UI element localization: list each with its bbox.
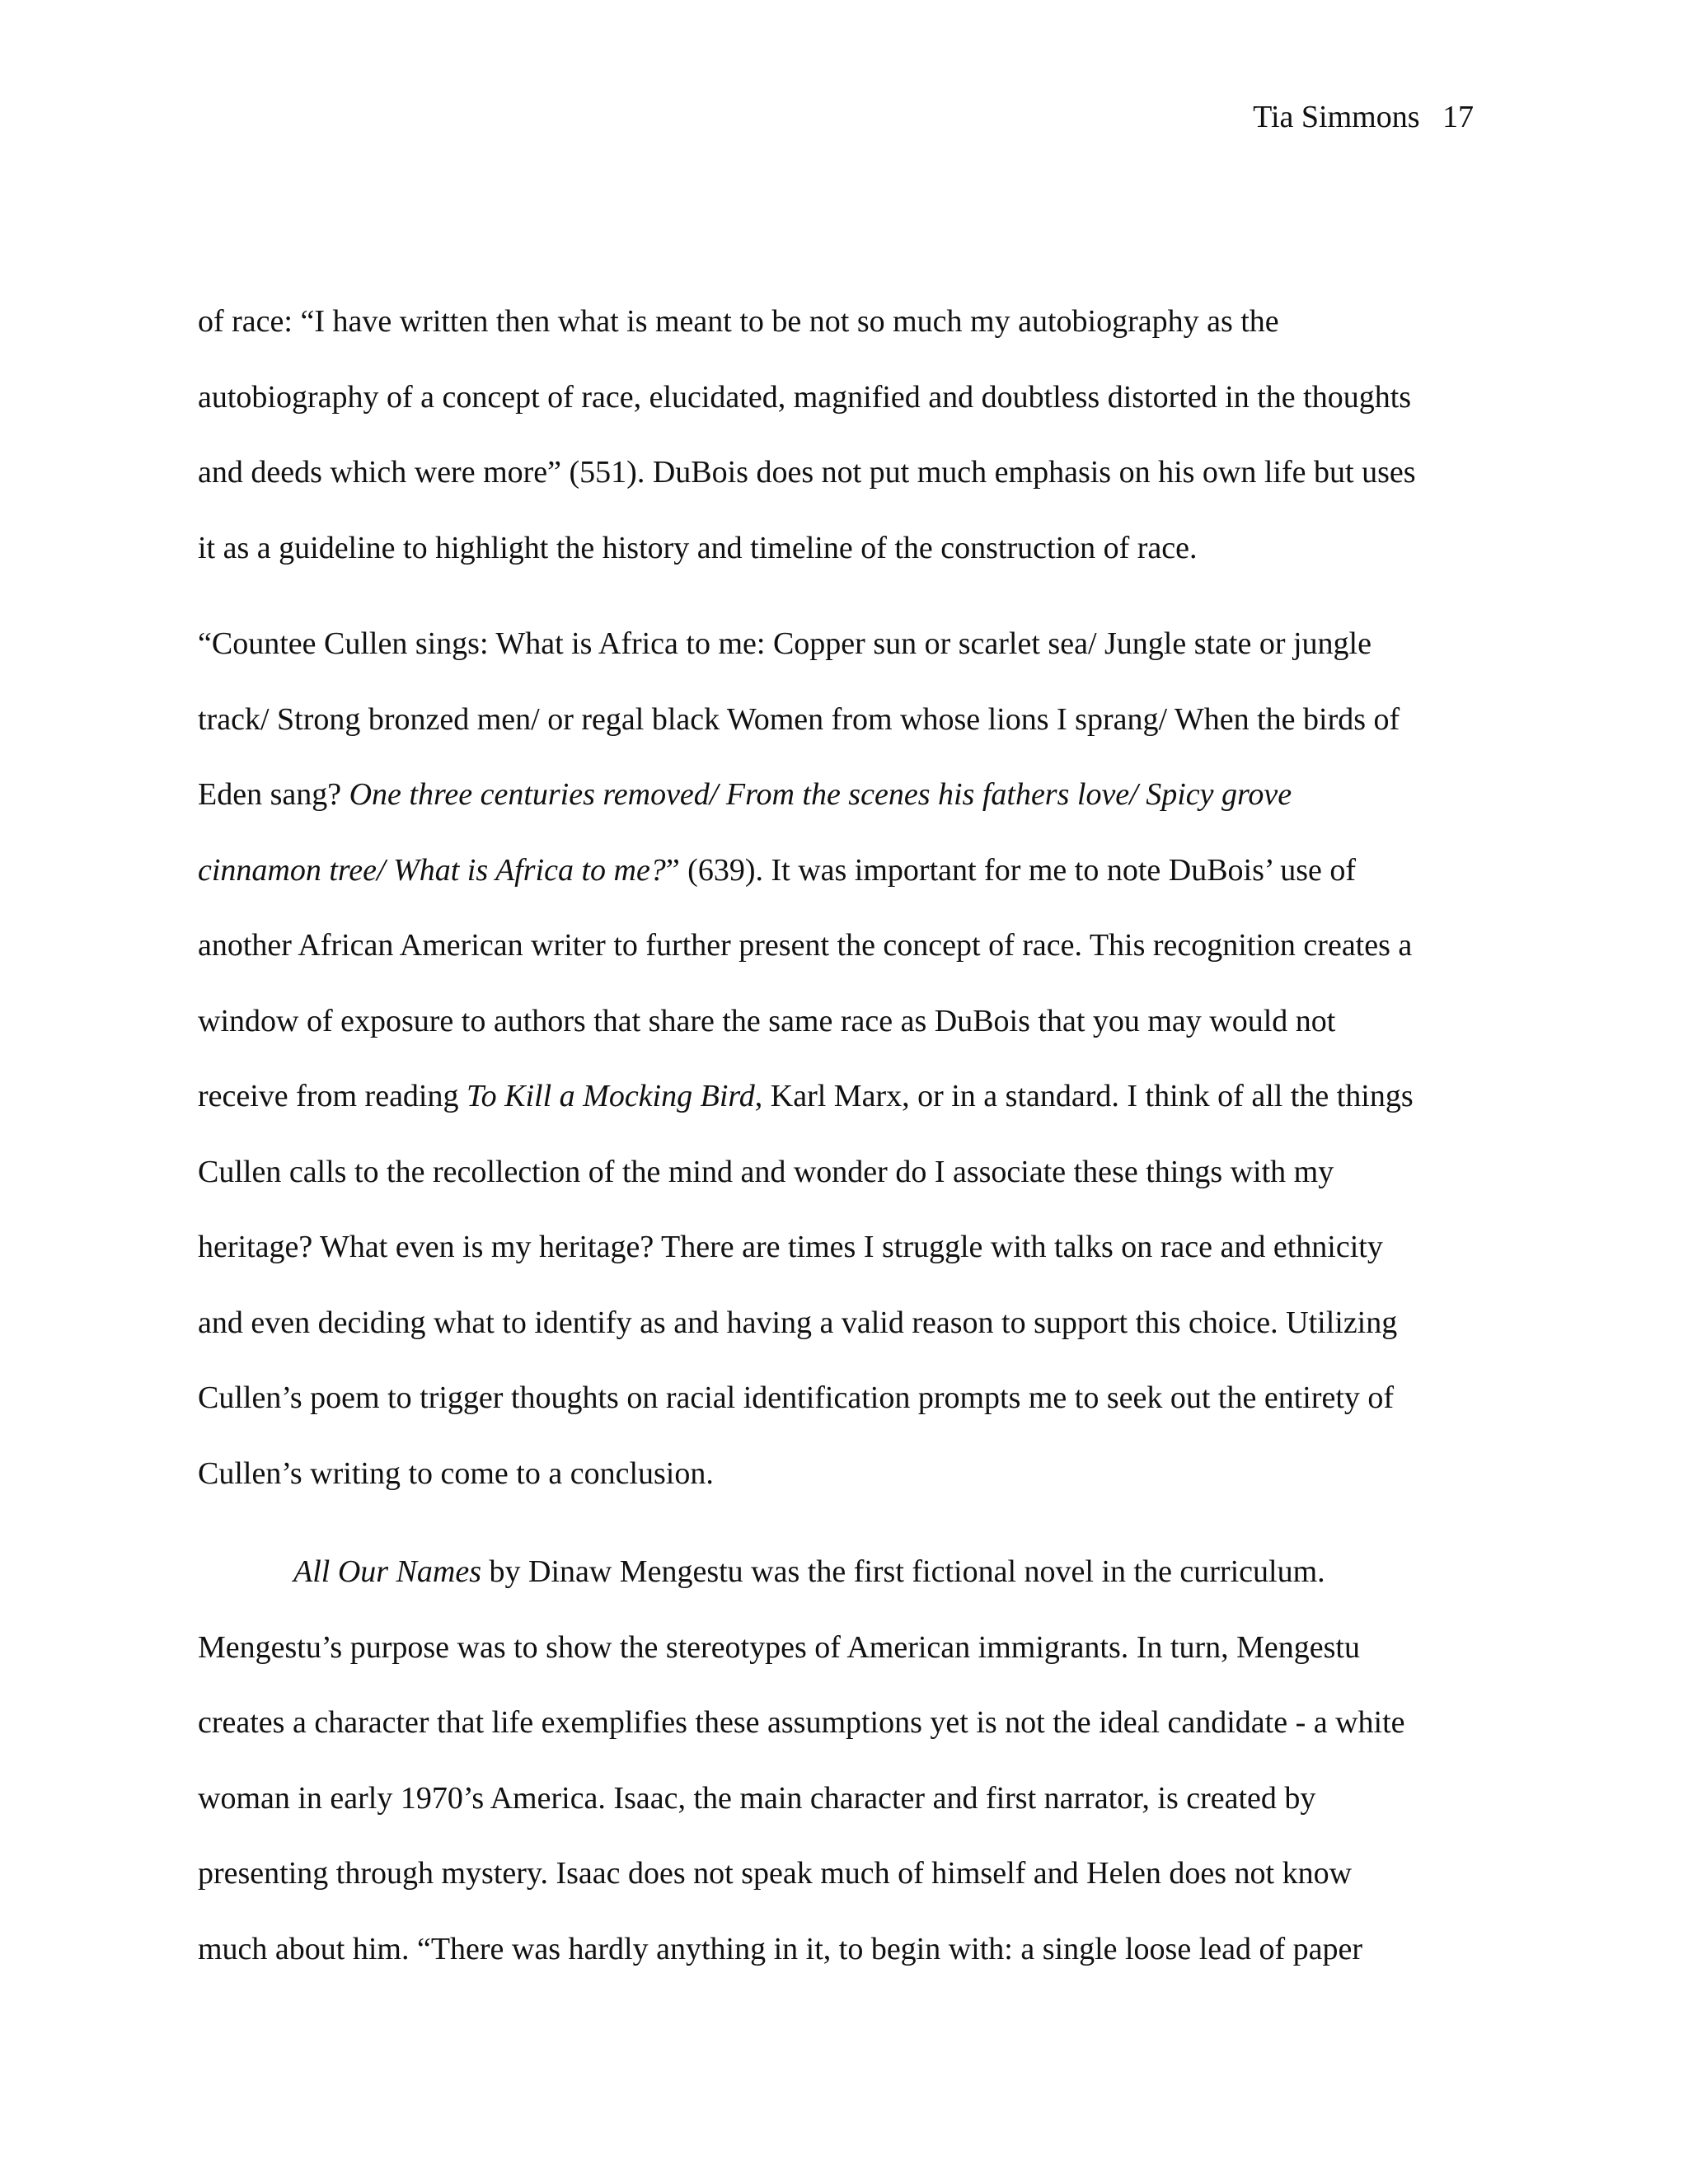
text-run: by Dinaw Mengestu was the first fictional novel in the curriculum. [481,1554,1325,1589]
text-run: Eden sang? [198,777,349,812]
header-author: Tia Simmons [1253,100,1420,134]
text-line [198,1912,1484,1988]
text-run: “Countee Cullen sings: What is Africa to me: Copper sun or scarlet sea/ Jungle state or jungle [198,626,1372,661]
text-line [198,1286,1484,1361]
paragraph-all-our-names [198,1535,1484,1987]
text-run: Cullen’s writing to come to a conclusion. [198,1455,714,1491]
text-run: Cullen’s poem to trigger thoughts on racial identification prompts me to seek out the entirety of [198,1380,1395,1415]
text-run: Cullen calls to the recollection of the mind and wonder do I associate these things with my [198,1154,1334,1189]
text-line [198,607,1484,682]
text-line [198,360,1484,436]
text-line [198,1210,1484,1286]
text-line [198,1059,1484,1135]
text-run: receive from reading [198,1079,467,1113]
text-line [198,1361,1484,1436]
italic-title-run: All Our Names [293,1554,481,1589]
text-line [198,1135,1484,1211]
text-run: creates a character that life exemplifies these assumptions yet is not the ideal candidate - a white [198,1705,1405,1740]
text-run: , Karl Marx, or in a standard. I think of all the things [754,1079,1414,1113]
text-run: track/ Strong bronzed men/ or regal black Women from whose lions I sprang/ When the birds of [198,701,1400,737]
text-run: another African American writer to further present the concept of race. This recognition creates a [198,928,1413,963]
text-line [198,682,1484,758]
text-line [198,1761,1484,1837]
text-line [198,1436,1484,1512]
text-run: of race: “I have written then what is meant to be not so much my autobiography as the [198,304,1279,339]
text-line [198,757,1484,833]
text-line [198,435,1484,511]
text-line [198,908,1484,984]
text-line [198,1610,1484,1686]
paragraph-cullen-poem [198,607,1484,1511]
page-header [1253,97,1474,137]
text-run: it as a guideline to highlight the history and timeline of the construction of race. [198,530,1198,565]
text-line [198,511,1484,587]
italic-title-run: To Kill a Mocking Bird [467,1079,755,1113]
text-line [198,833,1484,909]
italic-title-run: One three centuries removed/ From the scenes his fathers love/ Spicy grove [349,777,1292,812]
text-run: ” (639). It was important for me to note DuBois’ use of [665,852,1357,888]
text-line [198,1836,1484,1912]
text-run: and deeds which were more” (551). DuBois does not put much emphasis on his own life but uses [198,455,1416,490]
text-run: autobiography of a concept of race, elucidated, magnified and doubtless distorted in the thoughts [198,379,1412,415]
paragraph-dubois-autobiography [198,284,1484,586]
text-line [198,284,1484,360]
text-line [198,1685,1484,1761]
text-run: presenting through mystery. Isaac does not speak much of himself and Helen does not know [198,1856,1353,1891]
text-run: heritage? What even is my heritage? There are times I struggle with talks on race and ethnicity [198,1230,1383,1264]
text-run: and even deciding what to identify as and having a valid reason to support this choice. Utilizing [198,1305,1398,1340]
text-run: much about him. “There was hardly anything in it, to begin with: a single loose lead of paper [198,1931,1363,1966]
text-run: woman in early 1970’s America. Isaac, the main character and first narrator, is created by [198,1780,1316,1816]
italic-title-run: cinnamon tree/ What is Africa to me? [198,852,666,888]
text-line [198,984,1484,1060]
text-run: Mengestu’s purpose was to show the stereotypes of American immigrants. In turn, Mengestu [198,1629,1360,1665]
text-run: window of exposure to authors that share the same race as DuBois that you may would not [198,1003,1336,1038]
text-line [198,1535,1484,1610]
header-page-number: 17 [1442,100,1474,134]
